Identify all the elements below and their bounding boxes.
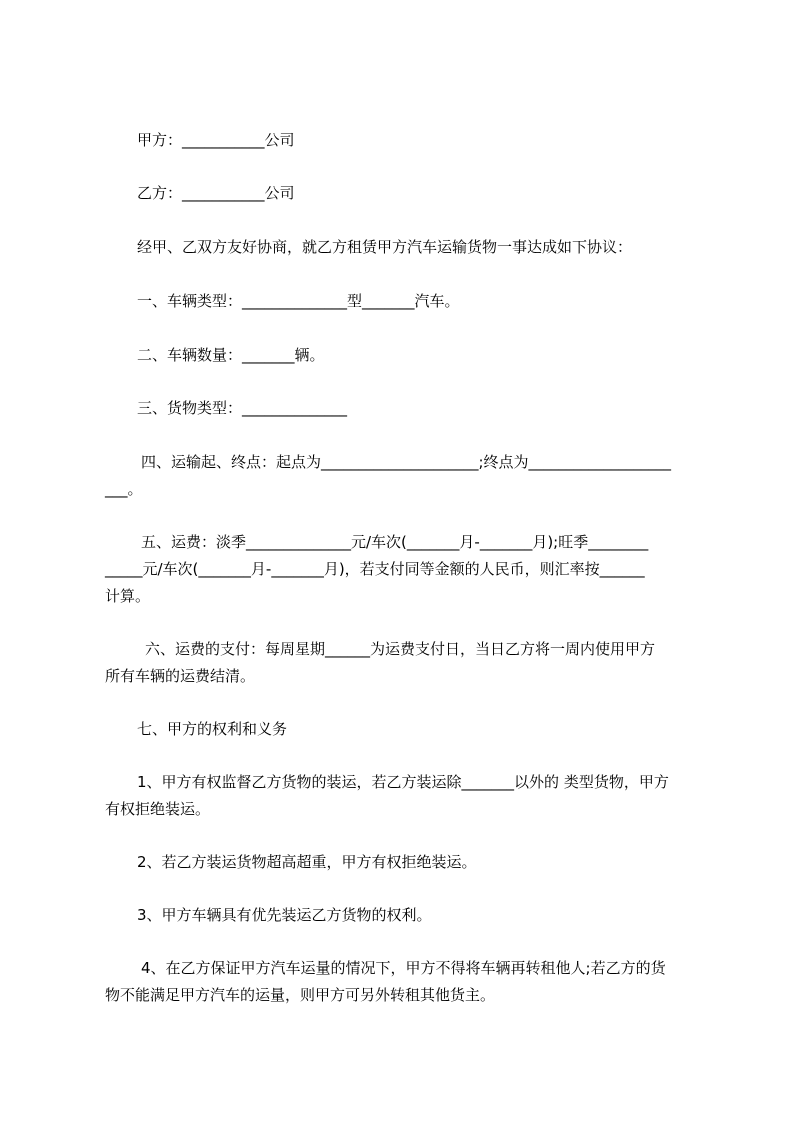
party-b-line: 乙方：___________公司: [137, 184, 295, 202]
clause-freight-line2: _____元/车次(_______月-_______月)，若支付同等金额的人民币，则汇率按______: [105, 560, 645, 578]
clause-route-line2: ___。: [105, 480, 143, 498]
clause-party-a-rights-title: 七、甲方的权利和义务: [137, 720, 288, 738]
clause-freight-line3: 计算。: [105, 587, 151, 605]
intro-paragraph: 经甲、乙双方友好协商，就乙方租赁甲方汽车运输货物一事达成如下协议：: [137, 238, 633, 256]
clause-route-line1: 四、运输起、终点：起点为_____________________;终点为___________________: [141, 453, 672, 471]
clause-7-1-line1: 1、甲方有权监督乙方货物的装运，若乙方装运除_______以外的 类型货物，甲方: [137, 773, 669, 791]
clause-7-3: 3、甲方车辆具有优先装运乙方货物的权利。: [137, 906, 432, 924]
clause-vehicle-type: 一、车辆类型：______________型_______汽车。: [137, 292, 460, 310]
clause-vehicle-count: 二、车辆数量：_______辆。: [137, 346, 325, 364]
clause-payment-line1: 六、运费的支付：每周星期______为运费支付日，当日乙方将一周内使用甲方: [145, 640, 656, 658]
clause-7-2: 2、若乙方装运货物超高超重，甲方有权拒绝装运。: [137, 853, 477, 871]
clause-7-1-line2: 有权拒绝装运。: [105, 800, 211, 818]
clause-freight-line1: 五、运费：淡季______________元/车次(_______月-_______月);旺季________: [141, 533, 649, 551]
clause-7-4-line1: 4、在乙方保证甲方汽车运量的情况下，甲方不得将车辆再转租他人;若乙方的货: [141, 959, 666, 977]
clause-cargo-type: 三、货物类型：______________: [137, 399, 348, 417]
clause-payment-line2: 所有车辆的运费结清。: [105, 667, 256, 685]
clause-7-4-line2: 物不能满足甲方汽车的运量，则甲方可另外转租其他货主。: [105, 986, 496, 1004]
party-a-line: 甲方：___________公司: [137, 131, 295, 149]
